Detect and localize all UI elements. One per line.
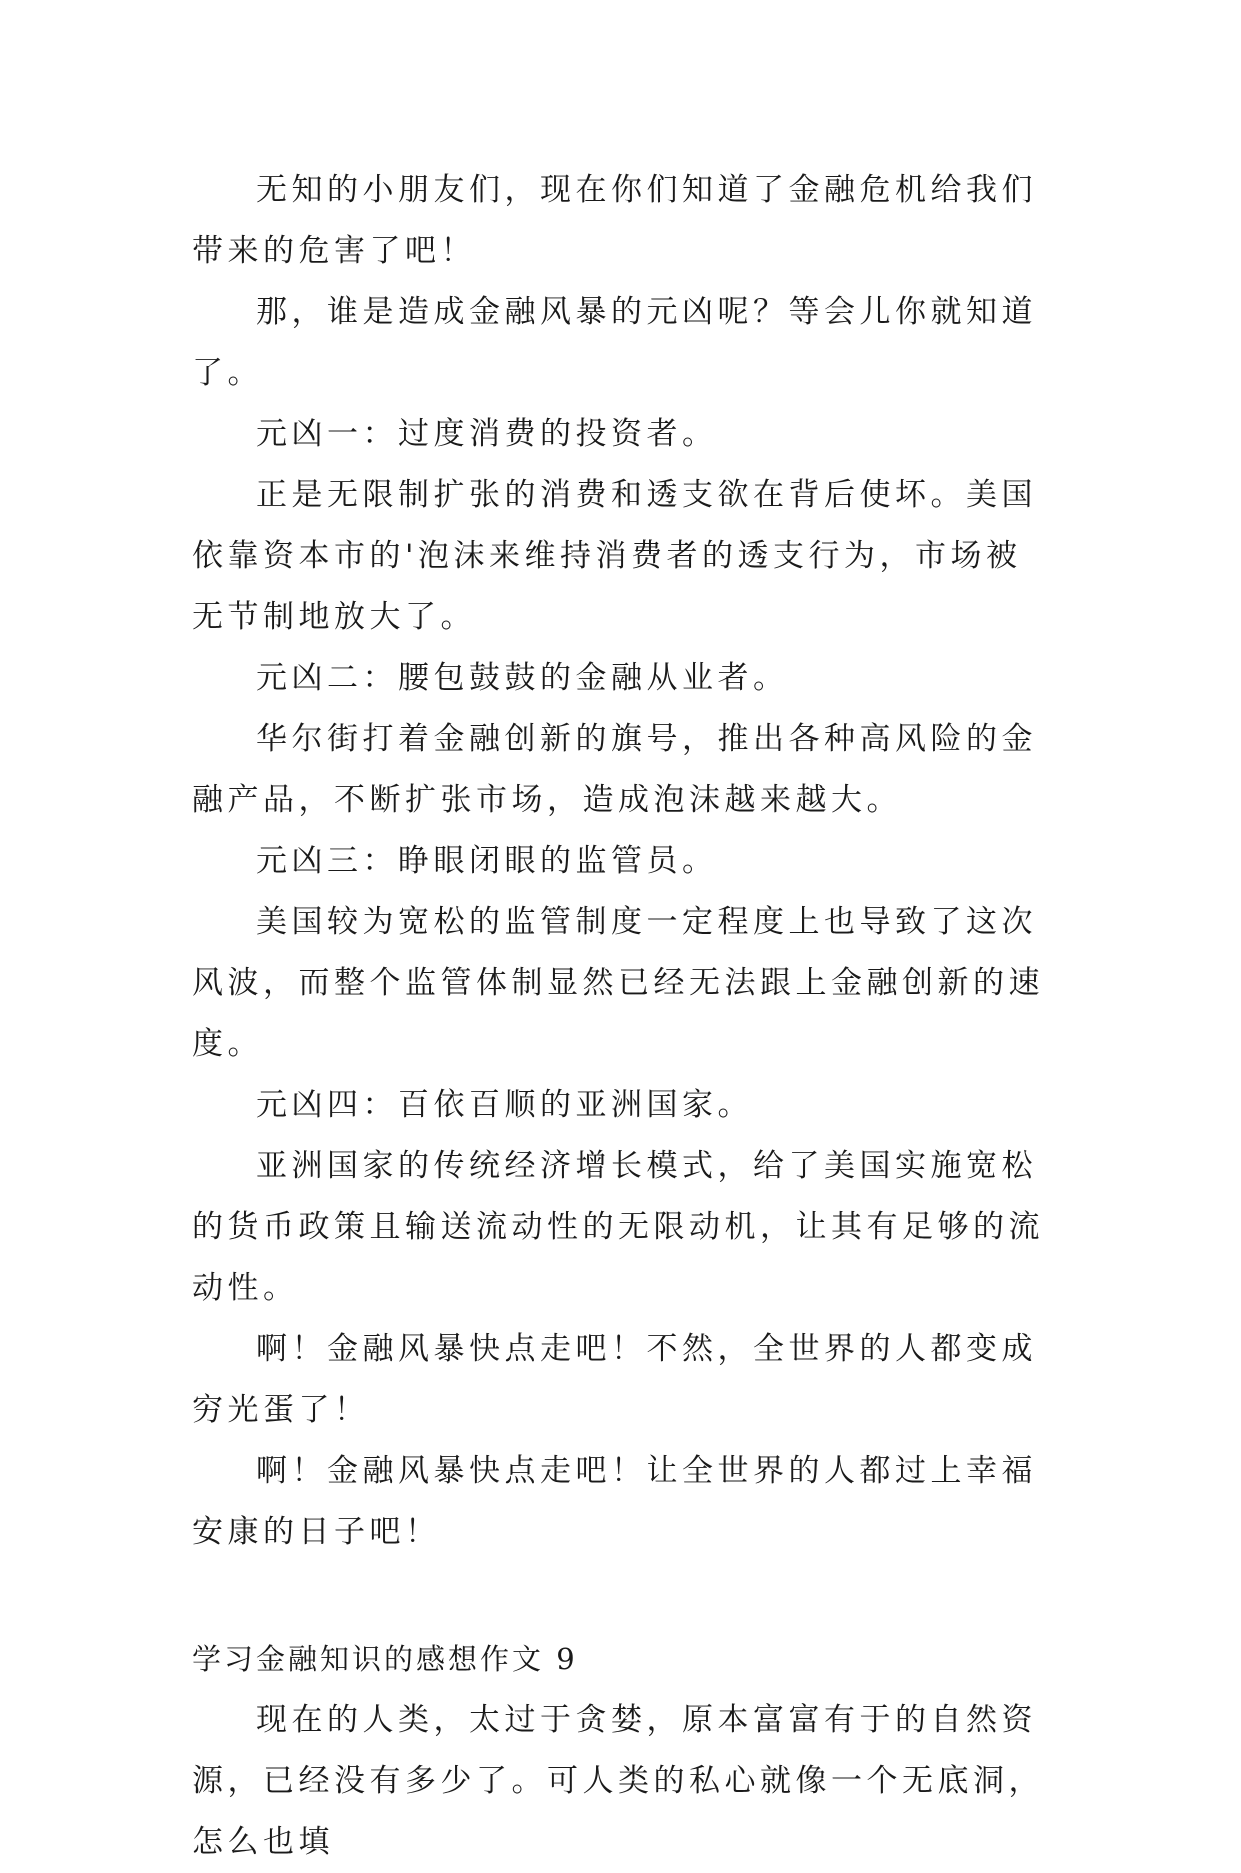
paragraph-6: 华尔街打着金融创新的旗号，推出各种高风险的金融产品，不断扩张市场，造成泡沫越来越大。 [192, 721, 1037, 818]
paragraph-8: 美国较为宽松的监管制度一定程度上也导致了这次风波，而整个监管体制显然已经无法跟上金融创新的速度。 [192, 904, 1044, 1062]
paragraph-11: 啊！金融风暴快点走吧！不然，全世界的人都变成穷光蛋了！ [192, 1331, 1037, 1428]
paragraph-4: 正是无限制扩张的消费和透支欲在背后使坏。美国依靠资本市的'泡沫来维持消费者的透支行为，市场被无节制地放大了。 [192, 477, 1037, 635]
section-heading: 学习金融知识的感想作文 9 [192, 1642, 578, 1676]
paragraph-2: 那，谁是造成金融风暴的元凶呢？等会儿你就知道了。 [192, 294, 1037, 391]
paragraph-7: 元凶三：睁眼闭眼的监管员。 [256, 843, 718, 879]
paragraph-1: 无知的小朋友们，现在你们知道了金融危机给我们带来的危害了吧！ [192, 172, 1037, 269]
paragraph-5: 元凶二：腰包鼓鼓的金融从业者。 [256, 660, 789, 696]
paragraph-13: 现在的人类，太过于贪婪，原本富富有于的自然资源，已经没有多少了。可人类的私心就像一个无底洞，怎么也填 [192, 1702, 1044, 1860]
paragraph-9: 元凶四：百依百顺的亚洲国家。 [256, 1087, 753, 1123]
paragraph-12: 啊！金融风暴快点走吧！让全世界的人都过上幸福安康的日子吧！ [192, 1453, 1037, 1550]
paragraph-10: 亚洲国家的传统经济增长模式，给了美国实施宽松的货币政策且输送流动性的无限动机，让其有足够的流动性。 [192, 1148, 1044, 1306]
paragraph-3: 元凶一：过度消费的投资者。 [256, 416, 718, 452]
document-body [192, 160, 1052, 1873]
